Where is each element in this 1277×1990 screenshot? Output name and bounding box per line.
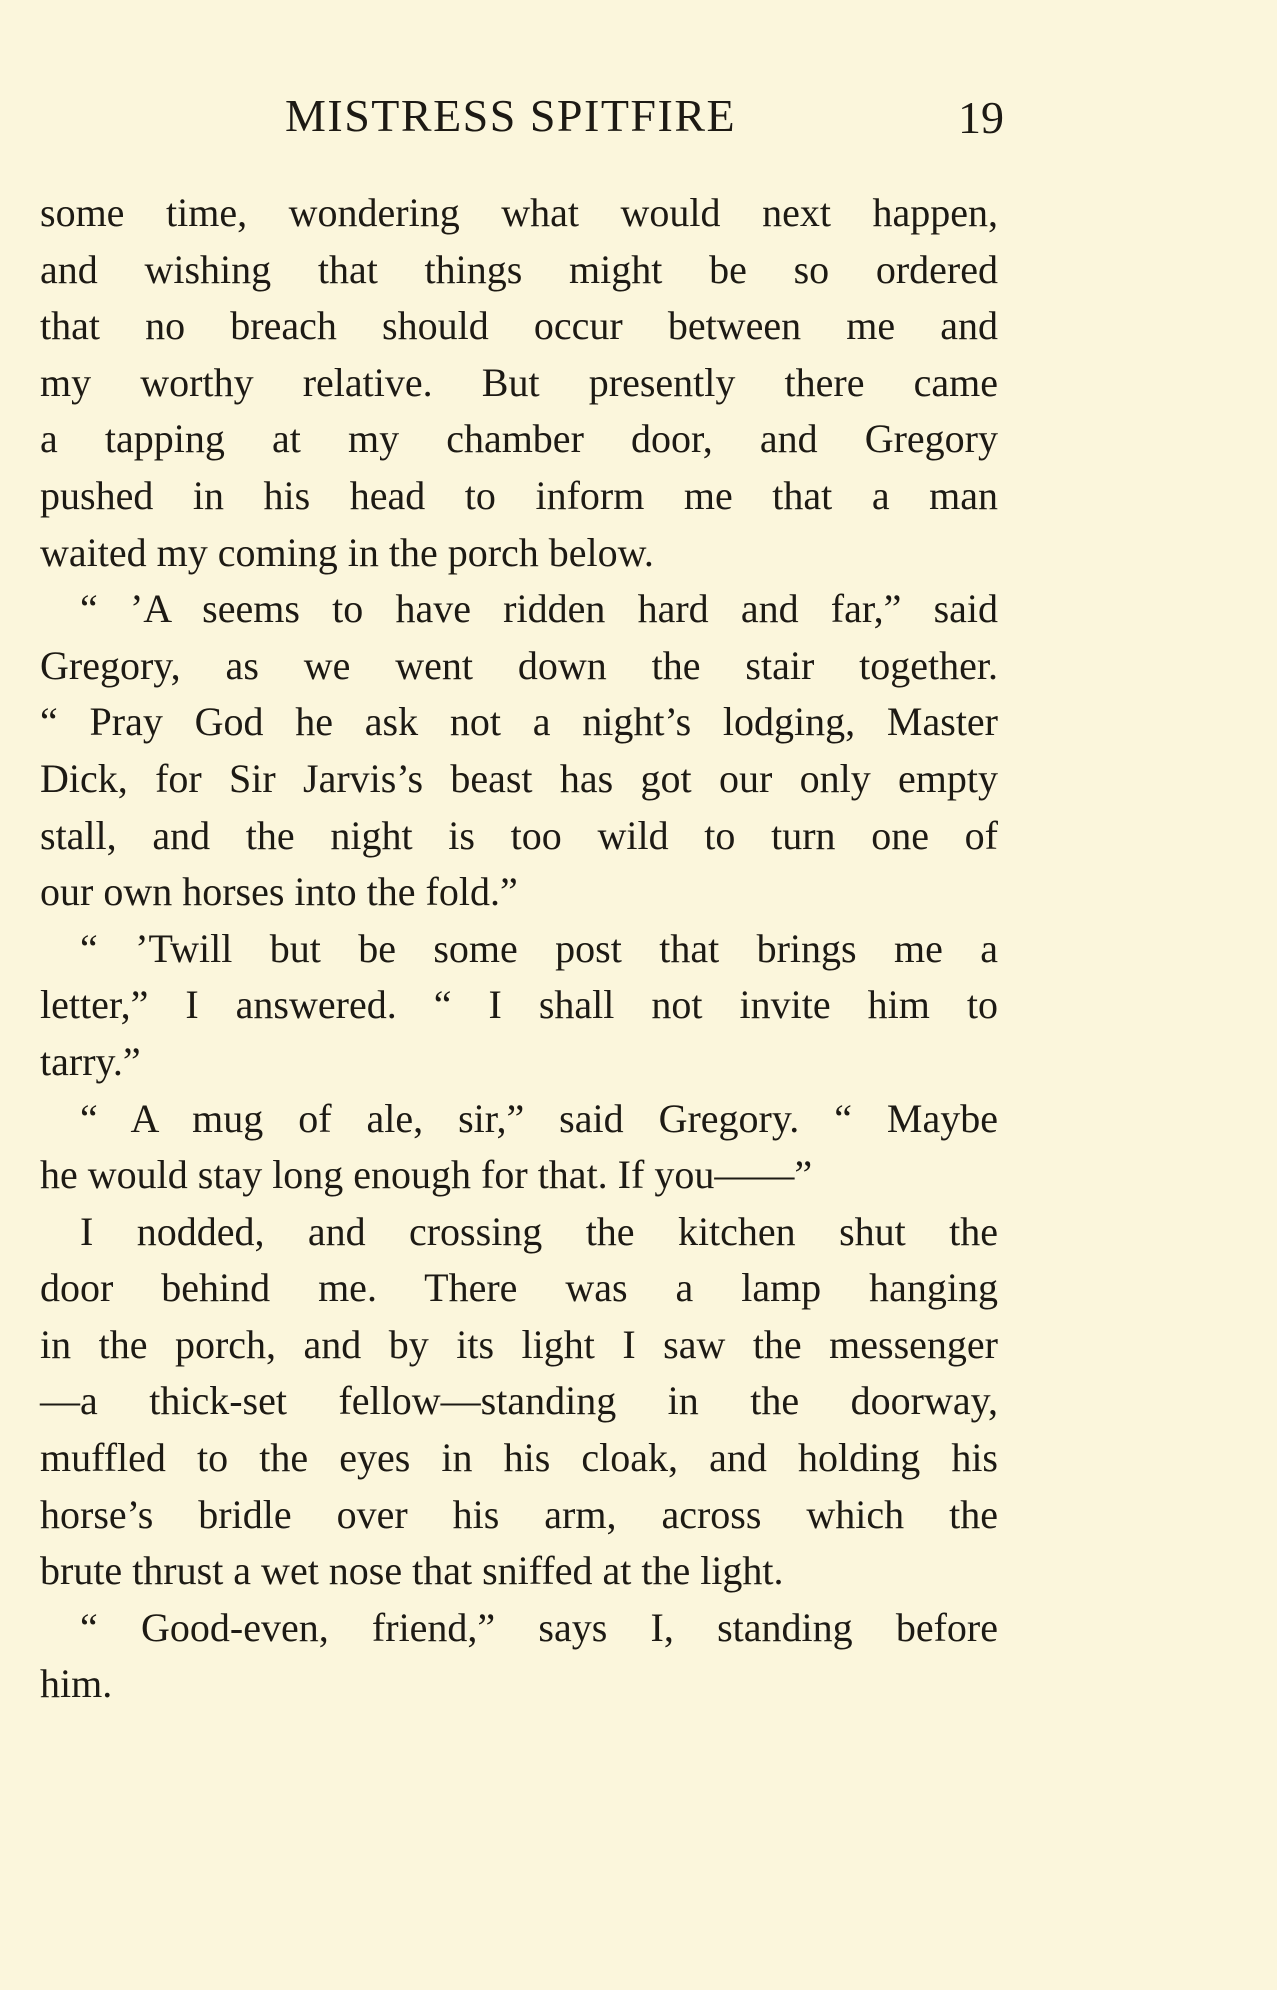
text-line: him.	[40, 1661, 113, 1707]
text-line: “ A mug of ale, sir,” said Gregory. “ Maybe	[80, 1095, 998, 1141]
text-line: he would stay long enough for that. If you——”	[40, 1152, 813, 1198]
text-line: brute thrust a wet nose that sniffed at the light.	[40, 1548, 784, 1594]
text-line: door behind me. There was a lamp hanging	[40, 1265, 998, 1311]
text-line: waited my coming in the porch below.	[40, 529, 654, 575]
text-line: “ Good-even, friend,” says I, standing before	[80, 1604, 998, 1650]
text-line: our own horses into the fold.”	[40, 869, 518, 915]
text-line: that no breach should occur between me and	[40, 303, 998, 349]
text-line: I nodded, and crossing the kitchen shut the	[80, 1208, 998, 1254]
text-line: “ ’A seems to have ridden hard and far,” said	[80, 586, 998, 632]
text-line: “ Pray God he ask not a night’s lodging, Master	[40, 699, 998, 745]
page-number: 19	[958, 92, 1004, 143]
text-line: muffled to the eyes in his cloak, and holding his	[40, 1435, 998, 1481]
text-line: horse’s bridle over his arm, across which the	[40, 1491, 998, 1537]
text-line: “ ’Twill but be some post that brings me a	[80, 925, 998, 971]
text-line: Dick, for Sir Jarvis’s beast has got our only empty	[40, 755, 998, 801]
text-line: letter,” I answered. “ I shall not invite him to	[40, 982, 998, 1028]
text-line: my worthy relative. But presently there came	[40, 359, 998, 405]
body-text	[40, 185, 998, 1713]
text-line: pushed in his head to inform me that a man	[40, 472, 998, 518]
running-title: MISTRESS SPITFIRE	[285, 90, 737, 141]
text-line: Gregory, as we went down the stair together.	[40, 642, 998, 688]
text-line: stall, and the night is too wild to turn one of	[40, 812, 998, 858]
text-line: in the porch, and by its light I saw the messenger	[40, 1321, 998, 1367]
text-line: tarry.”	[40, 1038, 141, 1084]
text-line: —a thick-set fellow—standing in the doorway,	[40, 1378, 998, 1424]
text-line: a tapping at my chamber door, and Gregory	[40, 416, 998, 462]
text-line: some time, wondering what would next happen,	[40, 190, 998, 235]
text-line: and wishing that things might be so ordered	[40, 246, 998, 292]
